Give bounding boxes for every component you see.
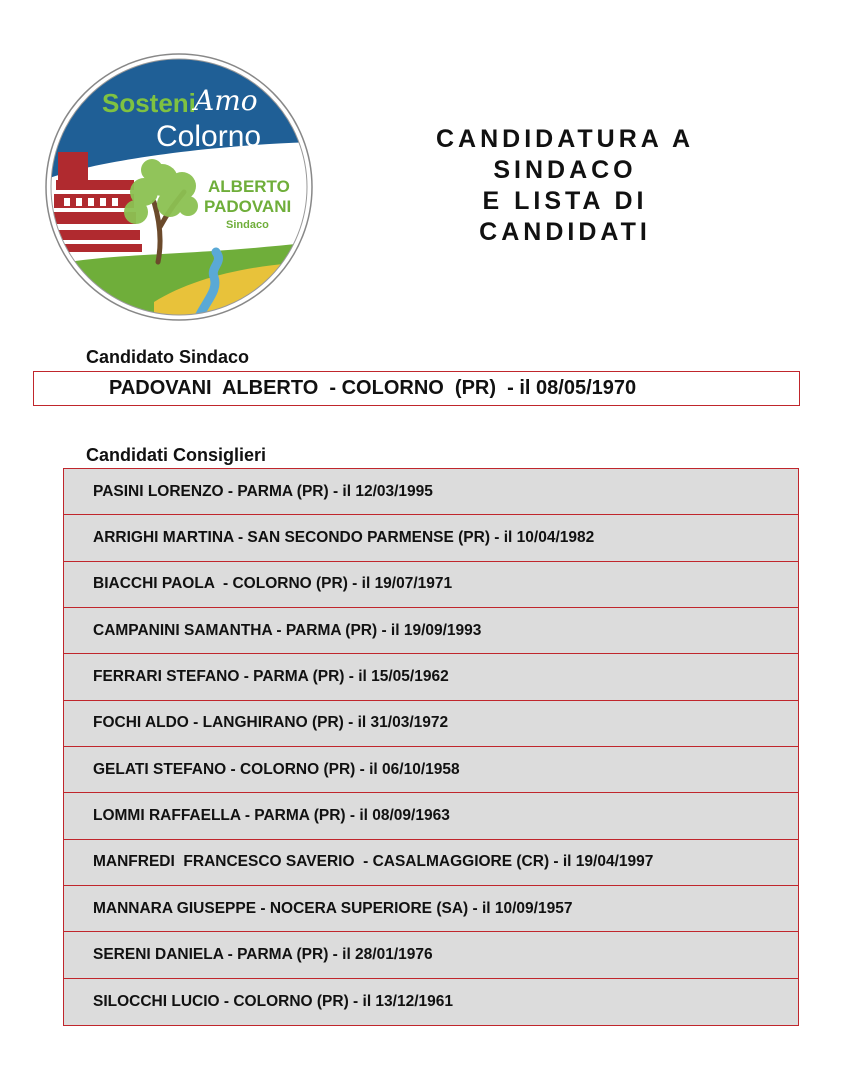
list-item: BIACCHI PAOLA - COLORNO (PR) - il 19/07/1971 xyxy=(64,562,798,608)
logo-candidate-last: PADOVANI xyxy=(204,197,292,216)
list-item: GELATI STEFANO - COLORNO (PR) - il 06/10/1958 xyxy=(64,747,798,793)
councillors-section-label: Candidati Consiglieri xyxy=(86,445,267,465)
list-item: FERRARI STEFANO - PARMA (PR) - il 15/05/1962 xyxy=(64,654,798,700)
logo-role: Sindaco xyxy=(226,219,269,231)
list-item: PASINI LORENZO - PARMA (PR) - il 12/03/1995 xyxy=(64,469,798,515)
list-item: FOCHI ALDO - LANGHIRANO (PR) - il 31/03/1972 xyxy=(64,701,798,747)
title-line: CANDIDATURA A xyxy=(436,125,694,153)
mayor-section-label: Candidato Sindaco xyxy=(86,347,250,367)
title-line: SINDACO xyxy=(493,156,637,184)
title-line: CANDIDATI xyxy=(479,218,651,246)
logo-text-sosteni: Sosteni xyxy=(102,88,196,118)
list-item: LOMMI RAFFAELLA - PARMA (PR) - il 08/09/1963 xyxy=(64,793,798,839)
list-item: MANNARA GIUSEPPE - NOCERA SUPERIORE (SA) - il 10/09/1957 xyxy=(64,886,798,932)
logo-candidate-first: ALBERTO xyxy=(208,177,290,196)
list-item: MANFREDI FRANCESCO SAVERIO - CASALMAGGIORE (CR) - il 19/04/1997 xyxy=(64,840,798,886)
party-logo xyxy=(44,52,314,322)
list-item: CAMPANINI SAMANTHA - PARMA (PR) - il 19/09/1993 xyxy=(64,608,798,654)
list-item: SILOCCHI LUCIO - COLORNO (PR) - il 13/12/1961 xyxy=(64,979,798,1025)
logo-text-amo: Amo xyxy=(194,84,258,117)
mayor-candidate-box: PADOVANI ALBERTO - COLORNO (PR) - il 08/05/1970 xyxy=(33,371,800,406)
document-title xyxy=(410,124,720,248)
councillors-list xyxy=(63,468,799,1026)
logo-text-colorno: Colorno xyxy=(156,120,262,153)
title-line: E LISTA DI xyxy=(482,187,648,215)
list-item: ARRIGHI MARTINA - SAN SECONDO PARMENSE (PR) - il 10/04/1982 xyxy=(64,515,798,561)
list-item: SERENI DANIELA - PARMA (PR) - il 28/01/1976 xyxy=(64,932,798,978)
